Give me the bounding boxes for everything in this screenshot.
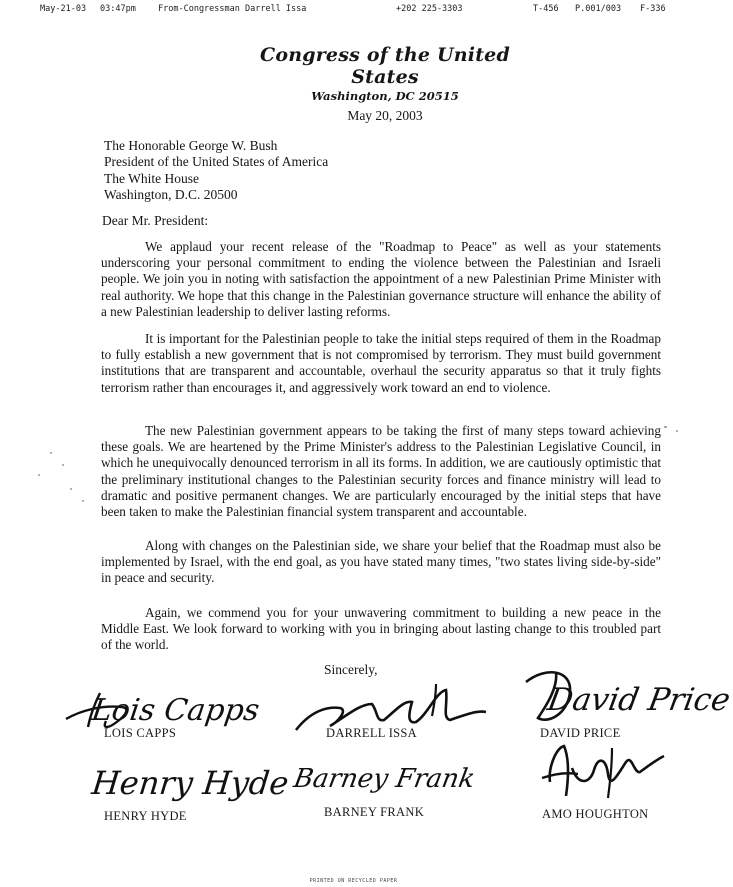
letter-paragraph-2 xyxy=(101,331,661,409)
signature-hyde xyxy=(86,760,291,830)
signature-issa-ink xyxy=(286,682,496,752)
fax-f-code: F-336 xyxy=(640,4,666,14)
signature-frank xyxy=(284,762,484,832)
signature-issa xyxy=(286,682,496,752)
signature-hyde-script: Henry Hyde xyxy=(90,764,291,802)
signatory-name: DAVID PRICE xyxy=(540,726,621,740)
signature-capps xyxy=(60,685,280,755)
letterhead xyxy=(230,44,540,124)
signatory-name: BARNEY FRANK xyxy=(324,805,425,819)
letterhead-city: Washington, DC 20515 xyxy=(311,89,459,103)
paragraph-text: It is important for the Palestinian people to take the initial steps required of them in the Roadmap to fully establish a new government that is not compromised by terrorism. They must build government institutions that are transparent and accountable, overhaul the security apparatus so that it truly fights terrorism rather than encourages it, and aggressively work toward an end to violence. xyxy=(101,331,661,395)
signature-capps-script: Lois Capps xyxy=(89,693,262,728)
addressee-line: President of the United States of America xyxy=(104,154,329,170)
fax-transmission-header xyxy=(0,0,707,16)
fax-phone: +202 225-3303 xyxy=(396,4,463,14)
addressee-line: The White House xyxy=(104,170,199,186)
paragraph-text: The new Palestinian government appears to be taking the first of many steps toward achieving these goals. We are heartened by the Prime Minister's address to the Palestinian Legislative Council, in which he unequivocally denounced terrorism in all its forms. In addition, we are cautiously optimistic that the preliminary institutional changes to the Palestinian security forces and finance ministry will lead to dramatic and positive permanent changes. We are particularly encouraged by the initial steps that have been taken to make the Palestinian financial system transparent and accountable. xyxy=(101,423,661,520)
paragraph-text: We applaud your recent release of the "Roadmap to Peace" as well as your statements underscoring your personal commitment to ending the violence between the Palestinian and Israeli people. We join you in noting with satisfaction the appointment of a new Palestinian Prime Minister with real authority. We hope that this change in the Palestinian governance structure will enhance the ability of a new Palestinian leadership to deliver lasting reforms. xyxy=(101,239,661,319)
signatory-name: HENRY HYDE xyxy=(104,809,187,823)
fax-noise-speck xyxy=(62,464,64,466)
closing: Sincerely, xyxy=(324,662,378,677)
fax-page-number: P.001/003 xyxy=(575,4,622,14)
fax-noise-speck xyxy=(676,430,678,432)
letter-paragraph-1 xyxy=(101,239,661,333)
signatory-name: DARRELL ISSA xyxy=(326,726,417,740)
fax-t-code: T-456 xyxy=(533,4,559,14)
letter-paragraph-3 xyxy=(101,423,661,533)
signatory-name: LOIS CAPPS xyxy=(104,726,177,740)
fax-date: May-21-03 xyxy=(40,4,87,14)
paragraph-text: Along with changes on the Palestinian side, we share your belief that the Roadmap must also be implemented by Israel, with the end goal, as you have stated many times, "two states living side-by-side" in peace and security. xyxy=(101,538,661,586)
fax-time: 03:47pm xyxy=(100,4,136,14)
signature-price-script: David Price xyxy=(544,682,733,718)
letter-paragraph-4 xyxy=(101,538,661,600)
letterhead-title: Congress of the United States xyxy=(260,44,510,88)
fax-sender: From-Congressman Darrell Issa xyxy=(158,4,307,14)
addressee-block xyxy=(104,138,328,204)
fax-noise-speck xyxy=(82,500,84,502)
fax-noise-speck xyxy=(664,426,667,428)
signature-houghton xyxy=(536,738,686,828)
addressee-line: Washington, D.C. 20500 xyxy=(104,187,238,203)
fax-noise-speck xyxy=(50,452,52,454)
fax-noise-speck xyxy=(70,488,72,490)
signature-frank-script: Barney Frank xyxy=(291,764,478,794)
paragraph-text: Again, we commend you for your unwavering commitment to building a new peace in the Middle East. We look forward to working with you in bringing about lasting change to this troubled part of the world. xyxy=(101,605,661,653)
recycled-paper-note: PRINTED ON RECYCLED PAPER xyxy=(309,878,398,884)
signatory-name: AMO HOUGHTON xyxy=(542,807,649,821)
letter-paragraph-5 xyxy=(101,605,661,667)
fax-noise-speck xyxy=(38,474,40,476)
salutation: Dear Mr. President: xyxy=(102,213,209,228)
letter-date: May 20, 2003 xyxy=(347,108,423,123)
addressee-line: The Honorable George W. Bush xyxy=(104,138,278,153)
